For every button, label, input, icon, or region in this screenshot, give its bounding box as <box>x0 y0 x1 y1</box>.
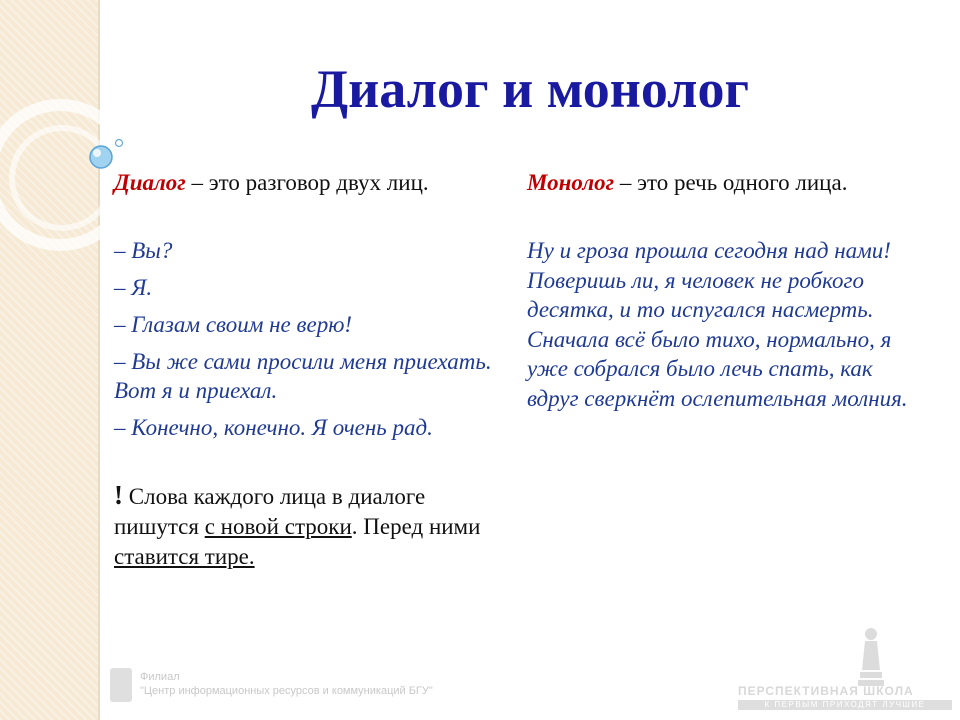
dialog-definition-text: – это разговор двух лиц. <box>185 170 429 195</box>
dialog-column <box>114 170 504 572</box>
monolog-term: Монолог <box>527 170 615 195</box>
dialog-term: Диалог <box>114 170 186 195</box>
dialog-line: – Вы же сами просили меня приехать. Вот я и приехал. <box>114 349 492 403</box>
school-motto: К ПЕРВЫМ ПРИХОДЯТ ЛУЧШИЕ <box>738 700 952 710</box>
dialog-line: – Конечно, конечно. Я очень рад. <box>114 415 433 440</box>
school-logo <box>738 626 952 710</box>
monolog-column <box>527 170 927 413</box>
monolog-definition <box>527 170 927 196</box>
footer-org-line-2: "Центр информационных ресурсов и коммуникаций БГУ" <box>140 685 433 697</box>
note-text-2: . Перед ними <box>351 514 481 539</box>
org-logo-icon <box>110 668 132 702</box>
dialog-line: – Вы? <box>114 238 173 263</box>
footer-org-line-1: Филиал <box>140 671 180 683</box>
monolog-definition-text: – это речь одного лица. <box>614 170 848 195</box>
dialog-definition <box>114 170 504 196</box>
school-name: ПЕРСПЕКТИВНАЯ ШКОЛА <box>738 684 914 698</box>
dialog-line: – Глазам своим не верю! <box>114 312 353 337</box>
note-text-1: Слова каждого лица в диалоге пишутся <box>114 484 426 539</box>
note-underlined-2: ставится тире. <box>114 544 255 569</box>
dialog-rule-note <box>114 480 504 572</box>
footer-organization <box>140 670 433 698</box>
monolog-example: Ну и гроза прошла сегодня над нами! Поверишь ли, я человек не робкого десятка, и то испугался насмерть. Сначала всё было тихо, нормально, я уже собрался было лечь спать, как вдруг сверкнёт ослепительная молния. <box>527 238 908 411</box>
dialog-line: – Я. <box>114 275 153 300</box>
exclamation-mark: ! <box>114 480 123 510</box>
note-underlined-1: с новой строки <box>204 514 352 539</box>
slide-title: Диалог и монолог <box>311 59 749 119</box>
